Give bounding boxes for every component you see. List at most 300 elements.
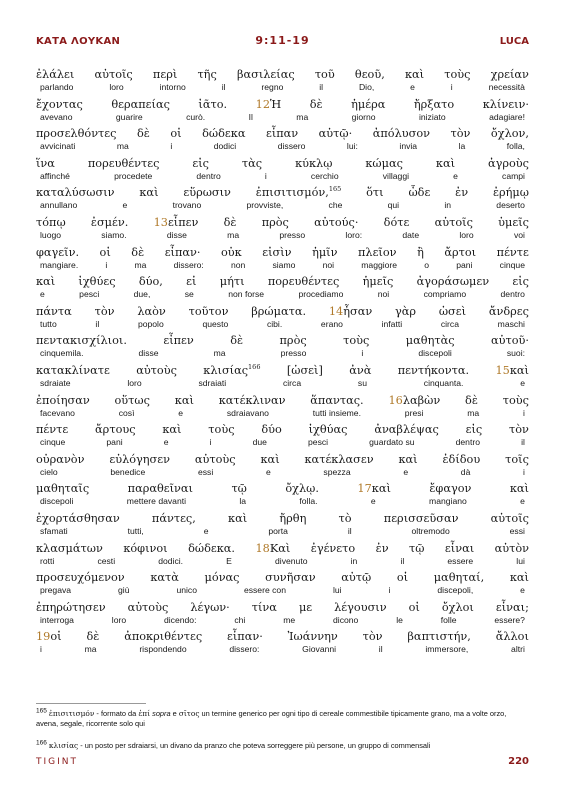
italian-gloss-word: ma [84,644,97,655]
interlinear-line [36,215,529,241]
greek-word: καὶ [162,423,182,437]
italian-gloss-word: loro [127,377,142,388]
interlinear-line [36,304,529,330]
greek-word: ἄλλοι [495,630,529,644]
greek-word: καὶ [174,393,194,407]
greek-line [36,600,529,615]
greek-word: ἀγροὺς [487,156,529,170]
greek-word: βασιλείας [236,68,295,81]
italian-gloss-word: oltremodo [411,525,450,536]
italian-gloss-word: i [40,644,42,655]
italian-gloss-word: necessità [488,82,525,92]
italian-gloss-word: e [178,407,184,418]
greek-line [36,393,529,408]
italian-gloss-word: dà [460,466,471,477]
interlinear-line [36,541,529,567]
footnote-text: - un posto per sdraiarsi, un divano da pranzo che poteva sorreggere più persone, un gruppo di commensali [78,741,431,750]
greek-word: παραθεῖναι [127,482,193,496]
greek-word: 12Ἡ [255,97,282,111]
greek-word: ἐρήμῳ [492,186,529,200]
italian-gloss-word: ma [213,348,226,359]
greek-word: μόνας [204,571,240,585]
greek-word: οἱ [99,245,111,259]
italian-gloss-word: cinquemila. [40,348,84,359]
book-title-greek: ΚΑΤΑ ΛΟΥΚΑΝ [36,36,121,47]
italian-gloss-word: le [396,614,403,625]
italian-gloss-word: in [444,200,452,211]
greek-line [36,452,529,467]
greek-word: ἰχθύας [308,423,348,437]
italian-gloss-word: discepoli [418,348,452,359]
greek-word: τὸν [509,423,529,437]
greek-word: ἐπηρώτησεν [36,600,106,614]
italian-gloss-word: maggiore [361,259,398,270]
greek-word: ἀγοράσωμεν [416,275,490,289]
italian-gloss-word: guardato su [369,437,415,448]
greek-word: φαγεῖν. [36,245,80,259]
greek-word: αὐτοῖς [490,511,529,525]
italian-gloss-word: cinque [499,259,525,270]
italian-gloss-word: guarire [115,111,143,122]
italian-gloss-word: cielo [40,466,58,477]
verse-number: 16 [388,393,403,407]
italian-gloss-word: il [400,555,405,566]
greek-word: ἐλάλει [36,68,75,81]
italian-gloss-word: ma [296,111,309,122]
greek-word: τῷ [409,541,425,555]
italian-gloss-word: facevano [40,407,75,418]
italian-gloss-word: discepoli, [437,585,474,596]
greek-word: μαθητὰς [405,334,455,348]
italian-gloss-word: mangiano [429,496,467,507]
italian-gloss-word: disse [166,229,187,240]
greek-word: ἐγένετο [310,541,356,555]
greek-word: τῷ [231,482,247,496]
greek-word: εὕρωσιν [183,186,231,200]
italian-gloss-word: lui [516,555,525,566]
greek-word: ἢ [417,245,424,259]
interlinear-line [36,481,529,507]
greek-word: εἶπαν [265,127,299,141]
greek-word: μαθηταῖς [36,482,90,496]
greek-line [36,185,529,200]
greek-word: ἡμῖν [312,245,338,259]
greek-word: 16λαβὼν [388,393,441,407]
greek-word: ἡμέρα [351,97,386,111]
greek-word: ἀναβλέψας [374,423,439,437]
italian-gloss-line [36,289,529,300]
italian-gloss-word: lui [332,585,342,596]
italian-gloss-word: loro [111,614,127,625]
greek-word: κλασμάτων [36,541,103,555]
italian-gloss-word: non [230,259,246,270]
greek-word: καὶ [228,511,248,525]
greek-word: ὄχλοι [441,600,474,614]
italian-gloss-word: altri [511,644,525,655]
italian-gloss-word: noi [377,289,390,300]
greek-word: εἰ [186,275,197,289]
greek-word: ἐχορτάσθησαν [36,511,120,525]
greek-word: ἐν [375,541,389,555]
greek-word: καταλύσωσιν [36,186,115,200]
italian-gloss-word: dissero [277,141,306,152]
italian-gloss-word: circa [440,318,459,329]
interlinear-line [36,363,529,389]
greek-word: εἶπαν· [164,245,201,259]
greek-word: πεντακισχίλιοι. [36,334,127,348]
greek-word: εὐλόγησεν [109,452,170,466]
greek-word: εἶπεν [163,334,194,348]
page-number: 220 [508,756,529,767]
greek-word: καὶ [139,186,159,200]
italian-gloss-word: cesti [97,555,116,566]
italian-gloss-word: i [105,259,108,270]
greek-word: βαπτιστήν, [407,630,471,644]
greek-word: πρὸς [279,334,307,348]
italian-gloss-word: presso [279,229,306,240]
chapter-verse-range: 9:11-19 [255,34,310,47]
italian-gloss-word: e [370,496,376,507]
greek-word: Ἰωάννην [287,630,338,644]
greek-word: λαὸν [137,304,166,318]
greek-word: καὶ [509,571,529,585]
greek-word: δὲ [131,245,145,259]
italian-gloss-word: dissero: [229,644,260,655]
greek-word: αὐτῷ· [318,127,353,141]
italian-gloss-word: mettere davanti [126,496,187,507]
italian-gloss-word: che [328,200,343,211]
greek-word: τὸν [362,630,383,644]
italian-gloss-word: dentro [196,170,221,181]
greek-line [36,511,529,526]
italian-gloss-word: ma [467,407,480,418]
greek-word: καὶ [36,275,56,289]
italian-gloss-word: presso [280,348,307,359]
italian-gloss-word: curò. [186,111,206,122]
greek-word: ὄχλον, [490,127,529,141]
italian-gloss-word: e [163,437,169,448]
italian-gloss-word: loro [459,229,474,240]
italian-gloss-word: giù [118,585,130,596]
italian-gloss-word: la [458,141,466,152]
greek-word: ὑμεῖς [498,215,529,229]
greek-line [36,570,529,585]
italian-gloss-word: e [520,377,525,388]
greek-word: ἵνα [36,156,55,170]
italian-gloss-line [36,260,529,271]
verse-number: 17 [357,482,372,496]
greek-word: δώδεκα. [188,541,236,555]
italian-gloss-word: essi [197,466,214,477]
italian-gloss-word: benedice [110,466,146,477]
interlinear-line [36,629,529,655]
italian-gloss-word: maschi [497,318,525,329]
italian-gloss-word: e [410,82,415,92]
greek-word: δὲ [465,393,478,407]
italian-gloss-word: disse [138,348,159,359]
page-footer [36,757,529,771]
greek-word: δύο, [138,275,163,289]
italian-gloss-line [36,141,529,152]
italian-gloss-word: essere con [243,585,286,596]
italian-gloss-word: Il [248,111,253,122]
greek-word: ἔχοντας [36,97,83,111]
greek-word: εἶναι; [495,600,529,614]
italian-gloss-word: e [122,200,128,211]
italian-gloss-word: essere? [494,614,525,625]
greek-word: ἰᾶτο. [198,97,228,111]
greek-word: αὐτὸν [494,541,529,555]
italian-gloss-word: i [264,170,267,181]
italian-gloss-line [36,496,529,507]
greek-word: ἀνὰ [349,363,372,377]
italian-gloss-word: su [357,377,367,388]
italian-gloss-word: i [170,141,173,152]
italian-gloss-word: folla, [506,141,525,152]
greek-word: αὐτῷ [341,571,372,585]
greek-word: λέγων· [190,600,230,614]
italian-gloss-word: pregava [40,585,72,596]
footnote-ref: 166 [248,363,261,372]
italian-gloss-word: sdraiate [40,377,71,388]
italian-gloss-word: i [450,82,453,92]
greek-word: ἄνδρες [488,304,529,318]
italian-gloss-word: erano [320,318,343,329]
greek-word: 13εἶπεν [153,215,199,229]
greek-word: μήτι [219,275,245,289]
greek-word: κατακλίνατε [36,363,110,377]
interlinear-line [36,511,529,537]
greek-line [36,67,529,82]
italian-gloss-line [36,408,529,419]
greek-word: ἀποκριθέντες [124,630,203,644]
interlinear-line [36,570,529,596]
footnote-greek: σῖτος [178,709,200,718]
greek-word: τὰς [241,156,263,170]
italian-gloss-line [36,644,529,655]
greek-word: συνῆσαν [265,571,316,585]
greek-word: με [298,600,313,614]
greek-word: ὄχλῳ. [285,482,319,496]
greek-word: κώμας [365,156,403,170]
greek-word: κατέκλασεν [304,452,374,466]
italian-gloss-word: e [203,525,209,536]
italian-gloss-word: se [184,289,194,300]
greek-word: δότε [383,215,410,229]
italian-gloss-word: dicendo: [163,614,197,625]
greek-word: αὐτοὺς [194,452,236,466]
verse-number: 14 [328,304,344,318]
italian-gloss-word: popolo [137,318,164,329]
interlinear-line [36,452,529,478]
greek-word: τῆς [197,68,217,81]
italian-gloss-line [36,437,529,448]
italian-gloss-word: noi [322,259,335,270]
greek-word: ἄρτοι [444,245,477,259]
italian-gloss-word: affinché [40,170,70,181]
greek-word: ἐπισιτισμόν,$^{165}$ [255,185,342,200]
greek-line [36,363,529,378]
greek-word: 14ἦσαν [328,304,373,318]
footnote-number: 165 [36,707,47,715]
greek-line [36,215,529,230]
italian-gloss-word: e [40,289,45,300]
greek-word: ἡμεῖς [362,275,394,289]
italian-gloss-word: essi [509,525,525,536]
greek-word: ἅπαντας. [310,393,364,407]
greek-word: 19οἱ [36,630,62,644]
greek-word: ἐσμέν. [90,215,129,229]
italian-gloss-word: folle [440,614,457,625]
italian-gloss-word: questo [202,318,229,329]
interlinear-line [36,245,529,271]
greek-word: ἤρξατο [413,97,455,111]
greek-line [36,97,529,112]
greek-word: οὕτως [114,393,150,407]
italian-gloss-word: dentro [500,289,525,300]
italian-gloss-word: tutto [40,318,57,329]
italian-gloss-word: porta [268,525,288,536]
italian-gloss-word: tutti insieme. [312,407,361,418]
italian-gloss-word: sfamati [40,525,68,536]
italian-gloss-line [36,615,529,626]
italian-gloss-word: intorno [159,82,186,92]
greek-word: πεντήκοντα. [397,363,470,377]
greek-word: δύο [261,423,282,437]
italian-gloss-word: o [424,259,430,270]
italian-gloss-word: pani [106,437,123,448]
italian-gloss-word: e [520,585,525,596]
greek-word: δὲ [223,215,237,229]
greek-word: πρὸς [261,215,289,229]
greek-line [36,304,529,319]
italian-gloss-word: e [403,466,409,477]
greek-word: οἱ [396,571,409,585]
footnote-165 [36,709,529,728]
greek-word: αὐτούς· [314,215,359,229]
italian-gloss-word: date [402,229,420,240]
italian-gloss-word: rotti [40,555,55,566]
italian-gloss-word: E [226,555,232,566]
greek-word: τοὺς [502,393,529,407]
greek-word: καὶ [260,452,280,466]
greek-word: αὐτοὺς [136,363,177,377]
greek-word: πάντες, [151,511,196,525]
italian-gloss-word: ma [134,259,147,270]
verse-number: 19 [36,630,51,644]
italian-gloss-word: cibi. [266,318,283,329]
greek-word: ὧδε [408,186,431,200]
greek-line [36,481,529,496]
italian-gloss-word: loro [109,82,124,92]
greek-word: βρώματα. [251,304,307,318]
italian-gloss-word: dodici [213,141,237,152]
interlinear-line [36,422,529,448]
italian-gloss-word: presi [404,407,424,418]
italian-gloss-line [36,348,529,359]
greek-word: κόφινοι [123,541,168,555]
italian-gloss-word: rispondendo [139,644,187,655]
greek-word: ἐδίδου [442,452,481,466]
italian-gloss-word: annullano [40,200,78,211]
greek-line [36,333,529,348]
greek-word: τίνα [251,600,277,614]
greek-word: [ὡσεὶ] [286,363,323,377]
greek-word: ἔφαγον [429,482,472,496]
greek-line [36,156,529,171]
interlinear-line [36,274,529,300]
interlinear-text [36,67,529,659]
italian-gloss-word: i [388,585,391,596]
greek-word: καὶ [398,452,418,466]
italian-gloss-word: chi [234,614,246,625]
italian-gloss-word: siamo. [101,229,127,240]
italian-gloss-word: ma [227,229,240,240]
greek-word: καὶ [404,68,425,81]
greek-line [36,126,529,141]
italian-gloss-word: invia [399,141,418,152]
italian-gloss-word: tutti, [127,525,144,536]
greek-word: τοῦ [314,68,335,81]
greek-word: ὡσεὶ [438,304,467,318]
greek-word: τόπῳ [36,215,66,229]
footnote-number: 166 [36,739,47,747]
italian-gloss-word: in [350,555,358,566]
italian-gloss-word: regno [261,82,284,92]
greek-word: καὶ [509,482,529,496]
italian-gloss-word: spezza [323,466,351,477]
interlinear-line [36,185,529,211]
greek-word: κλίνειν· [482,97,529,111]
italian-gloss-word: i [523,466,525,477]
italian-gloss-word: il [347,525,352,536]
greek-word: περισσεῦσαν [383,511,459,525]
greek-word: εἰσὶν [262,245,292,259]
italian-gloss-word: cerchio [310,170,339,181]
italian-gloss-word: iniziato [418,111,446,122]
italian-gloss-word: il [378,644,383,655]
greek-line [36,422,529,437]
italian-gloss-word: Dio, [358,82,375,92]
italian-gloss-word: non forse [228,289,265,300]
footnote-text: un termine generico per ogni tipo di cereale commestibile tipicamente grano, ma a volte orzo, avena, segale, ricorrente solo qui [36,709,507,728]
italian-gloss-word: adagiare! [489,111,525,122]
greek-word: ἐν [455,186,469,200]
italian-gloss-word: loro: [345,229,363,240]
italian-gloss-word: unico [176,585,197,596]
greek-word: πέντε [36,423,69,437]
greek-line [36,541,529,556]
greek-word: δὲ [86,630,100,644]
greek-word: ἰχθύες [78,275,116,289]
greek-word: ἐποίησαν [36,393,90,407]
greek-word: πορευθέντες [267,275,340,289]
italian-gloss-word: i [523,407,525,418]
italian-gloss-word: sdraiavano [226,407,269,418]
italian-gloss-word: circa [282,377,302,388]
greek-word: δώδεκα [202,127,246,141]
greek-word: τὸ [338,511,352,525]
greek-word: τοῖς [505,452,529,466]
greek-word: κλισίας$^{166}$ [203,363,261,377]
interlinear-line [36,67,529,93]
italian-gloss-word: divenuto [275,555,308,566]
greek-word: ὅτι [366,186,384,200]
greek-word: κατέκλιναν [218,393,286,407]
greek-word: τοὺς [444,68,471,81]
greek-word: προσευχόμενον [36,571,125,585]
italian-gloss-word: ma [116,141,129,152]
